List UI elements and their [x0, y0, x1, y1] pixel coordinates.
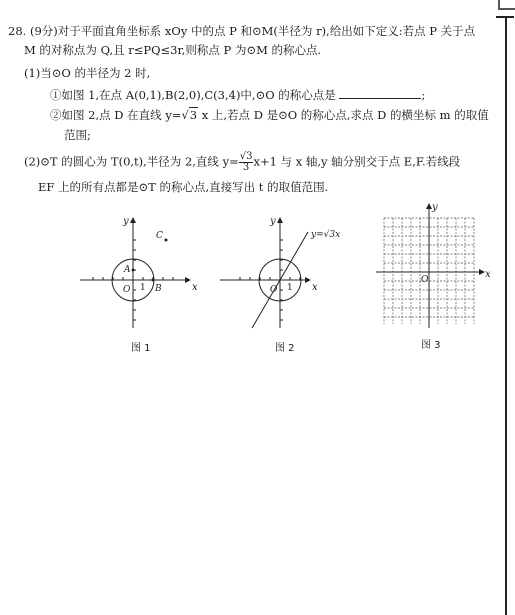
fraction	[239, 152, 254, 173]
part1b-text-end: x 上,若点 D 是⊙O 的称心点,求点 D 的横坐标 m 的取值	[198, 108, 489, 122]
unit-label: 1	[287, 283, 293, 293]
part2	[24, 152, 460, 173]
sqrt-radicand: 3	[189, 108, 198, 122]
figure-3-caption: 图 3	[421, 340, 441, 351]
line-label: y=√3x	[311, 230, 341, 240]
x-label: x	[312, 282, 318, 293]
part2-cont: EF 上的所有点都是⊙T 的称心点,直接写出 t 的取值范围.	[38, 180, 329, 194]
answer-blank[interactable]	[339, 87, 421, 99]
point-c	[165, 239, 168, 242]
point-a	[132, 269, 135, 272]
point-c-label: C	[156, 231, 163, 241]
fraction-numerator: √3	[239, 151, 253, 162]
point-b	[152, 279, 155, 282]
part2-text-end: x+1 与 x 轴,y 轴分别交于点 E,F.若线段	[253, 154, 461, 169]
y-label: y	[432, 202, 438, 213]
x-label: x	[192, 282, 198, 293]
figure-3	[372, 200, 497, 330]
question-intro-cont: M 的对称点为 Q,且 r≤PQ≤3r,则称点 P 为⊙M 的称心点.	[24, 43, 322, 57]
frame-right-border	[505, 18, 507, 615]
question-score: (9分)	[29, 24, 58, 38]
fraction-denominator: 3	[242, 162, 250, 173]
part1a	[50, 87, 425, 103]
part1b-cont: 范围;	[64, 128, 91, 142]
origin-label: O	[421, 275, 429, 285]
part2-text: (2)⊙T 的圆心为 T(0,t),半径为 2,直线 y=	[24, 154, 239, 169]
figure-1-caption: 图 1	[131, 343, 151, 354]
x-label: x	[485, 269, 491, 280]
figure-2	[218, 210, 353, 335]
part1a-text: ①如图 1,在点 A(0,1),B(2,0),C(3,4)中,⊙O 的称心点是	[50, 88, 336, 102]
question-number: 28.	[8, 24, 27, 38]
part1-heading: (1)当⊙O 的半径为 2 时,	[24, 66, 151, 80]
figure-2-caption: 图 2	[275, 343, 295, 354]
frame-corner	[498, 0, 515, 10]
figure-1	[78, 210, 208, 335]
y-label: y	[270, 216, 276, 227]
part1b	[50, 108, 489, 123]
origin-label: O	[270, 285, 278, 295]
sqrt-symbol: √3	[181, 108, 198, 122]
point-b-label: B	[155, 284, 162, 294]
unit-label: 1	[140, 283, 146, 293]
y-label: y	[123, 216, 129, 227]
question-intro-text: 对于平面直角坐标系 xOy 中的点 P 和⊙M(半径为 r),给出如下定义:若点 P 关于点	[57, 24, 476, 38]
origin-label: O	[123, 285, 131, 295]
question-intro	[8, 24, 475, 39]
part1b-text: ②如图 2,点 D 在直线 y=	[50, 108, 182, 122]
part1a-end: ;	[421, 88, 426, 102]
point-a-label: A	[124, 265, 131, 275]
